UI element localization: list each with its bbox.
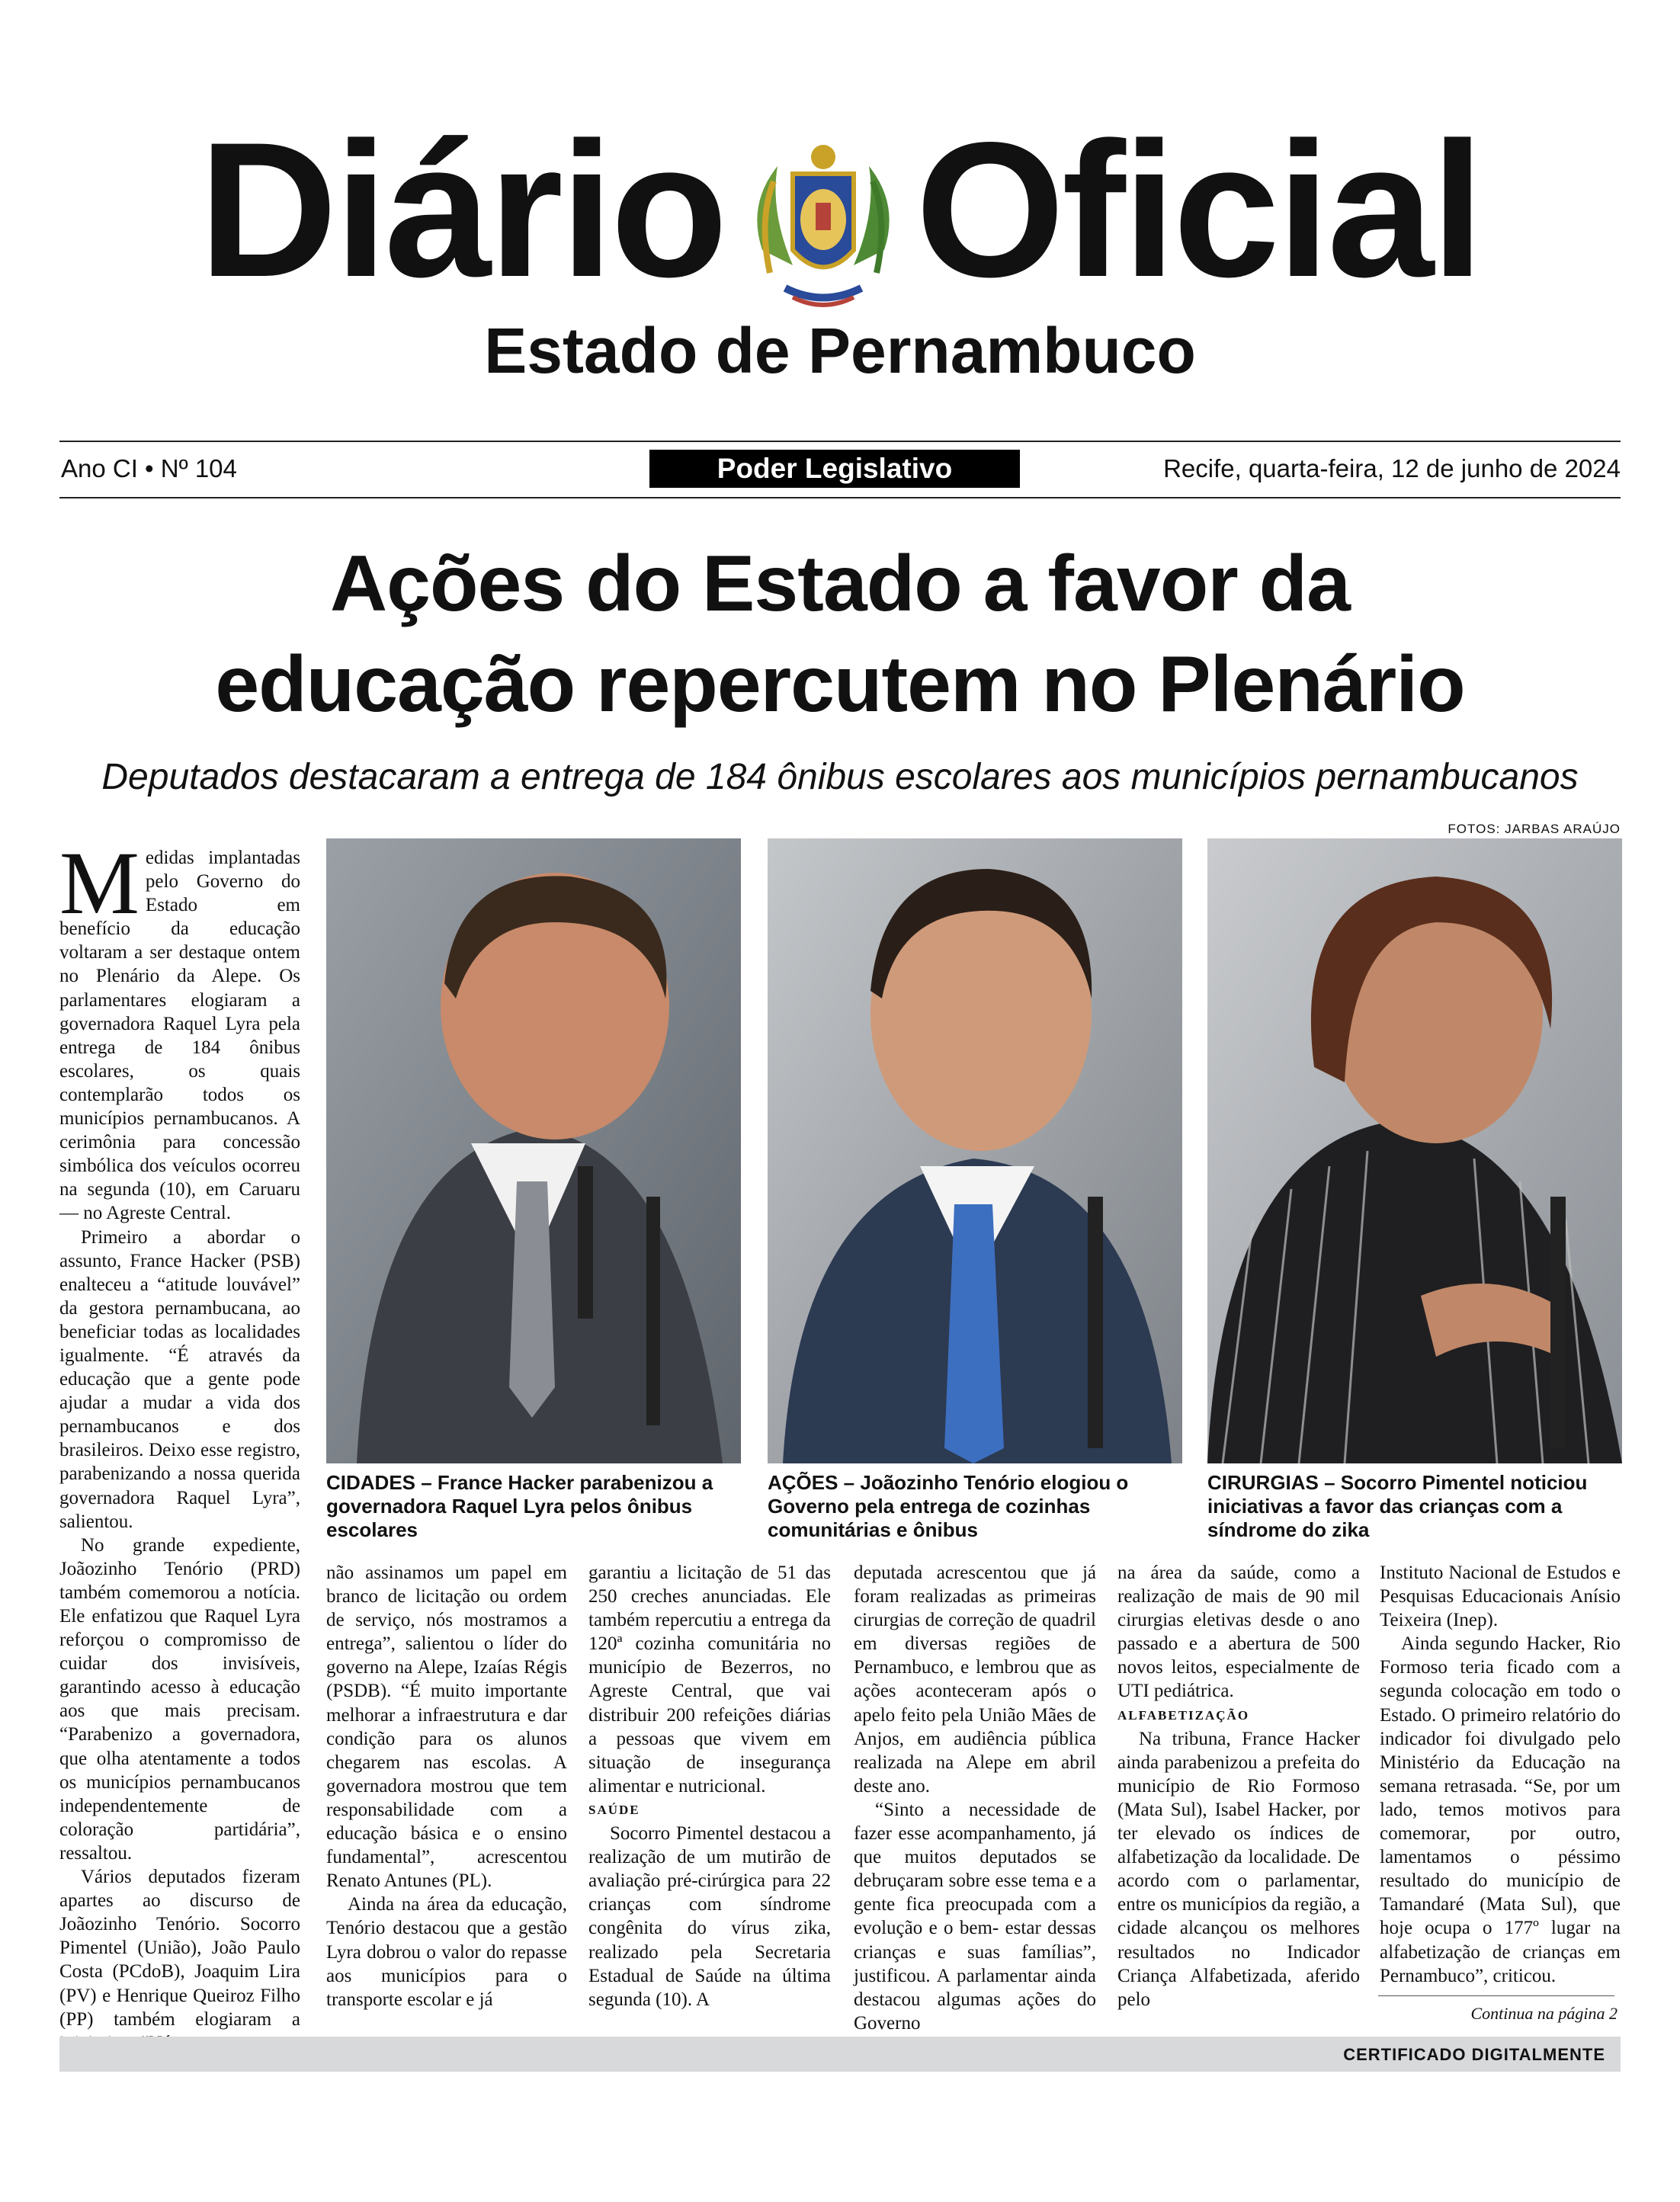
continued-on-page-link[interactable]: Continua na página 2 [1470, 2004, 1617, 2023]
issue-number: Ano CI • Nº 104 [61, 454, 237, 482]
article-paragraph: “Sinto a necessidade de fazer esse acompanhamento, já que muitos deputados se debruçaram sobre esse tema e a gente fica preocupada com a evolução e o bem- estar dessas crianças e suas famílias”, justificou. A parlamentar ainda destacou algumas ações do Governo [854, 1799, 1096, 2034]
article-paragraph: garantiu a licitação de 51 das 250 creches anunciadas. Ele também repercutiu a entrega da 120ª cozinha comunitária no município de Bezerros, no Agreste Central, que vai distribuir 200 refeições diárias a pessoas que vivem em situação de insegurança alimentar e nutricional. [588, 1563, 831, 1797]
article-column-5 [1117, 1561, 1360, 2011]
article-column-1 [59, 833, 300, 2055]
subheadline: Deputados destacaram a entrega de 184 ônibus escolares aos municípios pernambucanos [101, 757, 1579, 797]
portrait-image [768, 838, 1182, 1463]
article-paragraph: edidas implantadas pelo Governo do Estado em benefício da educação voltaram a ser destaque ontem no Plenário da Alepe. Os parlamentares elogiaram a governadora Raquel Lyra pela entrega de 184 ônibus escolares, os quais contemplarão todos os municípios pernambucanos. A cerimônia para concessão simbólica dos veículos ocorreu na segunda (10), em Caruaru — no Agreste Central. [59, 848, 300, 1224]
section-subhead-saude: SAÚDE [588, 1802, 640, 1817]
article-column-2 [326, 1561, 567, 2011]
photo-socorro-pimentel [1207, 838, 1622, 1463]
photo-joaozinho-tenorio [768, 838, 1182, 1463]
article-paragraph: na área da saúde, como a realização de mais de 90 mil cirurgias eletivas desde o ano passado e a abertura de 500 novos leitos, especialmente de UTI pediátrica. [1117, 1563, 1360, 1702]
masthead-subtitle: Estado de Pernambuco [484, 315, 1196, 386]
bottom-rule [59, 497, 1621, 498]
portrait-image [326, 838, 741, 1463]
article-column-3 [588, 1561, 831, 2011]
headline-line-2: educação repercutem no Plenário [215, 640, 1465, 729]
photo-caption-1: CIDADES – France Hacker parabenizou a governadora Raquel Lyra pelos ônibus escolares [326, 1471, 713, 1541]
article-column-4 [854, 1561, 1096, 2035]
section-subhead-alfabetizacao: ALFABETIZAÇÃO [1117, 1707, 1250, 1723]
article-paragraph: No grande expediente, Joãozinho Tenório (PRD) também comemorou a notícia. Ele enfatizou que Raquel Lyra reforçou o compromisso de cuidar dos invisíveis, garantindo acesso à educação aos que mais precisam. “Parabenizo a governadora, que olha atentamente a todos os municípios pernambucanos independentemente de coloração partidária”, ressaltou. [59, 1534, 300, 1864]
digital-certificate-label: CERTIFICADO DIGITALMENTE [1343, 2045, 1605, 2064]
article-paragraph: Socorro Pimentel destacou a realização de um mutirão de avaliação pré-cirúrgica para 22 crianças com síndrome congênita do vírus zika, realizado pela Secretaria Estadual de Saúde na última segunda (10). A [588, 1823, 831, 2010]
continued-rule [1378, 1995, 1614, 1996]
headline-line-1: Ações do Estado a favor da [330, 540, 1350, 628]
photo-credit: FOTOS: JARBAS ARAÚJO [1448, 822, 1621, 836]
headline [46, 534, 1634, 735]
article-paragraph: Instituto Nacional de Estudos e Pesquisas Educacionais Anísio Teixeira (Inep). [1380, 1563, 1621, 1631]
pernambuco-coat-of-arms-icon [739, 136, 907, 319]
dropcap: M [59, 833, 139, 933]
section-label: Poder Legislativo [649, 450, 1020, 488]
photo-france-hacker [326, 838, 741, 1463]
article-paragraph: Na tribuna, France Hacker ainda parabenizou a prefeita do município de Rio Formoso (Mata Sul), Isabel Hacker, por ter elevado os índices de alfabetização da localidade. De acordo com o parlamentar, entre os municípios da região, a cidade alcançou os melhores resultados no Indicador Criança Alfabetizada, aferido pelo [1117, 1728, 1360, 2010]
top-rule [59, 441, 1621, 442]
dateline: Recife, quarta-feira, 12 de junho de 2024 [1163, 454, 1621, 482]
portrait-image [1207, 838, 1622, 1463]
photo-caption-3: CIRURGIAS – Socorro Pimentel noticiou iniciativas a favor das crianças com a síndrome do zika [1207, 1471, 1588, 1541]
photo-caption-2: AÇÕES – Joãozinho Tenório elogiou o Governo pela entrega de cozinhas comunitárias e ônibus [768, 1471, 1129, 1541]
masthead-title-right: Oficial [915, 103, 1482, 317]
article-paragraph: não assinamos um papel em branco de licitação ou ordem de serviço, nós mostramos a entrega”, salientou o líder do governo na Alepe, Izaías Régis (PSDB). “É muito importante melhorar a infraestrutura e dar condição para os alunos chegarem nas escolas. A governadora mostrou que tem responsabilidade com a educação básica e o ensino fundamental”, acrescentou Renato Antunes (PL). [326, 1563, 567, 1892]
masthead-title-left: Diário [198, 103, 725, 317]
article-paragraph: Primeiro a abordar o assunto, France Hacker (PSB) enalteceu a “atitude louvável” da gestora pernambucana, ao beneficiar todas as localidades igualmente. “É através da educação que a gente pode ajudar a mudar a vida dos pernambucanos e dos brasileiros. Deixo esse registro, parabenizando a nossa querida governadora Raquel Lyra”, salientou. [59, 1226, 300, 1532]
article-paragraph: Vários deputados fizeram apartes ao discurso de Joãozinho Tenório. Socorro Pimentel (União), João Paulo Costa (PCdoB), Joaquim Lira (PV) e Henrique Queiroz Filho (PP) também elogiaram a [59, 1867, 300, 2030]
article-paragraph: deputada acrescentou que já foram realizadas as primeiras cirurgias de correção de quadril em diversas regiões de Pernambuco, e lembrou que as ações aconteceram após o apelo feito pela União Mães de Anjos, em audiência pública realizada na Alepe em abril deste ano. [854, 1563, 1096, 1797]
article-column-6 [1380, 1561, 1621, 1988]
article-paragraph: Ainda na área da educação, Tenório destacou que a gestão Lyra dobrou o valor do repasse aos municípios para o transporte escolar e já [326, 1894, 567, 2010]
article-paragraph: Ainda segundo Hacker, Rio Formoso teria ficado com a segunda colocação em todo o Estado. O primeiro relatório do indicador foi divulgado pelo Ministério da Educação na semana retrasada. “Se, por um lado, temos motivos para comemorar, por outro, lamentamos o péssimo resultado do município de Tamandaré (Mata Sul), que hoje ocupa o 177º lugar na alfabetização de crianças em Pernambuco”, criticou. [1380, 1633, 1621, 1986]
